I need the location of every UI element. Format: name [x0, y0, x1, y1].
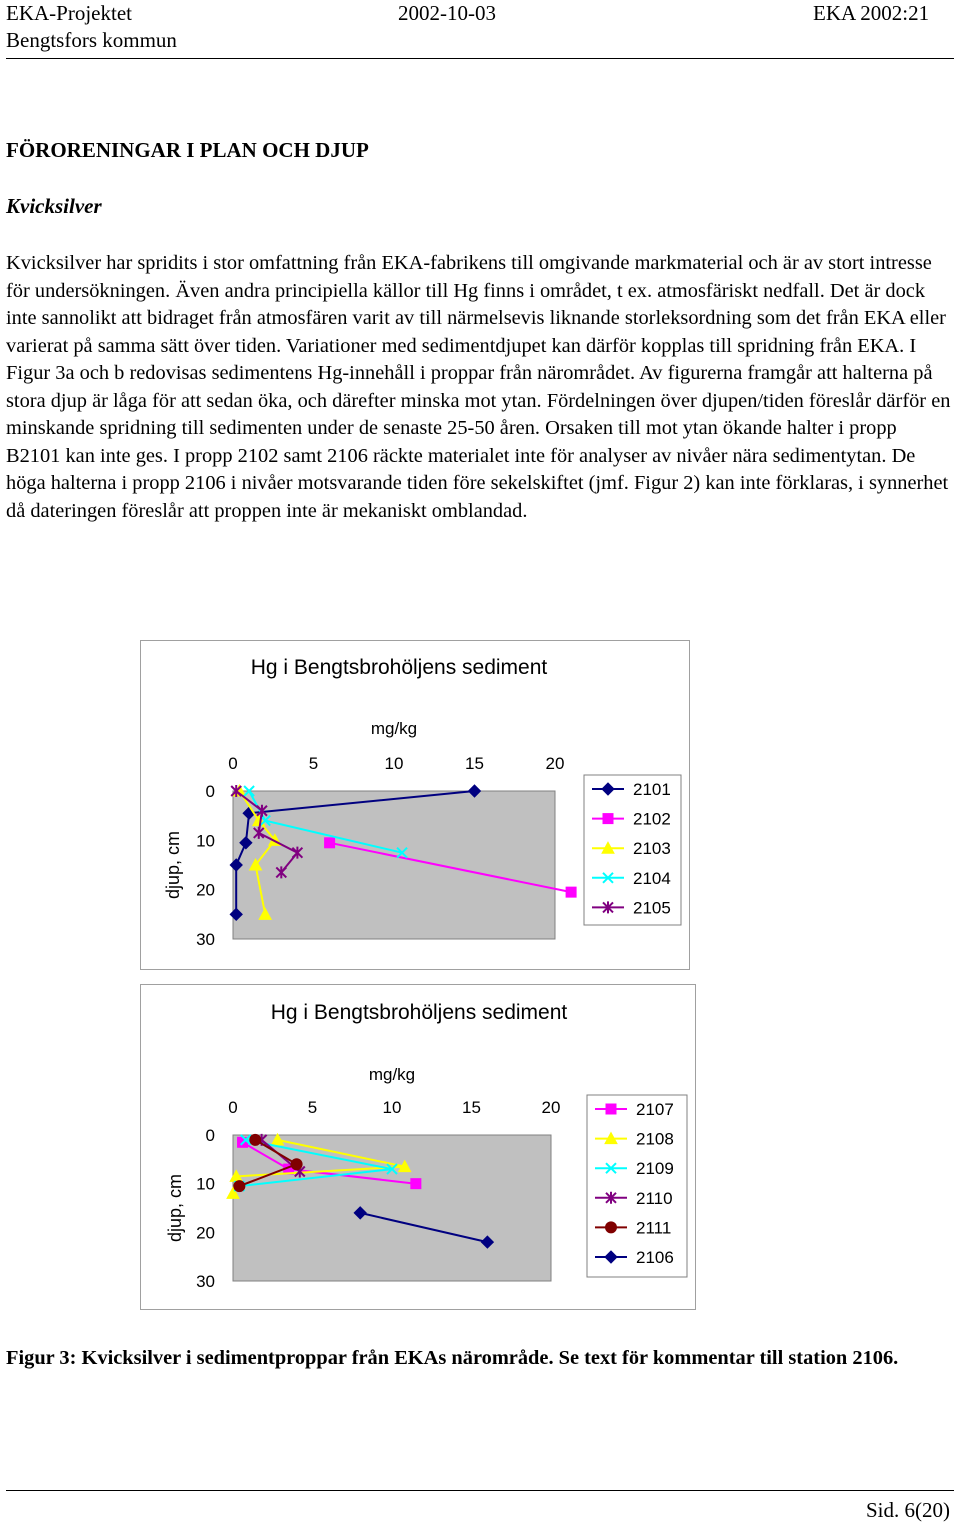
page-number: Sid. 6(20): [866, 1498, 950, 1522]
y-tick-label: 20: [196, 1223, 215, 1243]
legend-label: 2110: [636, 1188, 673, 1208]
x-tick-label: 20: [545, 754, 565, 773]
section-title: FÖRORENINGAR I PLAN OCH DJUP: [6, 138, 369, 162]
legend-marker: [603, 814, 613, 824]
chart-title: Hg i Bengtsbrohöljens sediment: [270, 1001, 568, 1024]
y-tick-label: 30: [196, 930, 215, 949]
x-tick-label: 0: [228, 1098, 238, 1117]
y-axis-label: djup, cm: [165, 1173, 185, 1243]
data-point: [234, 1181, 245, 1192]
legend-label: 2109: [636, 1159, 674, 1179]
header-project: EKA-Projektet: [6, 1, 132, 25]
subsection-title: Kvicksilver: [6, 194, 102, 218]
x-tick-label: 15: [465, 754, 484, 773]
chart-title: Hg i Bengtsbrohöljens sediment: [250, 656, 548, 679]
data-point: [250, 1134, 261, 1145]
y-tick-label: 30: [196, 1272, 215, 1291]
y-tick-label: 10: [196, 1174, 215, 1194]
legend: [584, 775, 681, 925]
y-axis-label: djup, cm: [163, 830, 183, 900]
legend-label: 2103: [633, 839, 671, 859]
x-tick-label: 0: [228, 754, 238, 773]
x-tick-label: 20: [541, 1098, 561, 1117]
legend-label: 2104: [633, 868, 671, 888]
x-axis-label: mg/kg: [370, 719, 418, 738]
y-tick-label: 20: [196, 880, 215, 900]
legend-marker: [606, 1222, 617, 1233]
footer-divider: [6, 1490, 954, 1491]
x-tick-label: 10: [382, 1098, 402, 1117]
body-paragraph: Kvicksilver har spridits i stor omfattning från EKA-fabrikens till omgivande markmaterial och är av stort intresse för undersökningen. Även andra principiella källor till Hg finns i området, t ex. atmosfäriskt nedfall. Det är dock inte sannolikt att bidraget från atmosfären varit av till närmelsevis liknande storleksordning som det från EKA eller varierat på samma sätt över tiden. Variationer med sedimentdjupet kan därför kopplas till spridning från EKA. I Figur 3a och b redovisas sedimentens Hg-innehåll i proppar från närområdet. Av figurerna framgår att halterna på stora djup är låga för att sedan öka, och därefter minska mot ytan. Fördelningen över djupen/tiden föreslår därför en minskande spridning till sedimenten under de senaste 25-50 åren. Orsaken till mot ytan ökande halter i propp B2101 kan inte ges. I propp 2102 samt 2106 räckte materialet inte för analyser av nivåer nära sedimentytan. De höga halterna i propp 2106 i nivåer motsvarande tiden före sekelskiftet (jmf. Figur 2) kan inte förklaras, i synnerhet då dateringen föreslår att proppen inte är mekaniskt omblandad.: [6, 252, 951, 522]
header-doc-id: EKA 2002:21: [813, 1, 930, 25]
legend-label: 2101: [633, 780, 671, 799]
header-divider: [6, 58, 954, 59]
y-tick-label: 10: [196, 831, 215, 851]
data-point: [291, 1159, 302, 1170]
data-point: [566, 887, 576, 897]
legend-label: 2107: [636, 1100, 674, 1119]
data-point: [411, 1179, 421, 1189]
y-tick-label: 0: [205, 1126, 215, 1145]
plot-area: [233, 791, 555, 939]
chart-frame-a: [140, 640, 690, 970]
x-axis-label: mg/kg: [368, 1065, 416, 1084]
legend-label: 2108: [636, 1129, 674, 1149]
chart-a: [141, 641, 689, 969]
legend-label: 2111: [636, 1218, 672, 1238]
x-tick-label: 15: [462, 1098, 481, 1117]
legend-label: 2105: [633, 898, 671, 918]
chart-frame-b: [140, 984, 696, 1310]
legend-label: 2102: [633, 809, 671, 829]
legend: [587, 1095, 687, 1277]
y-tick-label: 0: [205, 782, 215, 801]
x-tick-label: 10: [384, 754, 404, 773]
x-tick-label: 5: [307, 1098, 318, 1117]
x-tick-label: 5: [308, 754, 319, 773]
header-org: Bengtsfors kommun: [6, 28, 177, 52]
chart-b: [141, 985, 695, 1309]
header-date: 2002-10-03: [398, 1, 496, 25]
data-point: [325, 838, 335, 848]
legend-marker: [606, 1104, 616, 1114]
legend-label: 2106: [636, 1248, 674, 1267]
figure-caption: Figur 3: Kvicksilver i sedimentproppar från EKAs närområde. Se text för kommentar till station 2106.: [6, 1347, 899, 1369]
